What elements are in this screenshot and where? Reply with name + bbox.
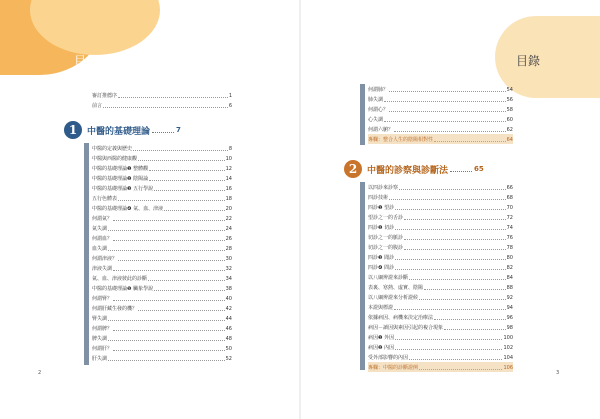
leader-dots bbox=[404, 218, 506, 220]
toc-entry[interactable] bbox=[368, 212, 513, 222]
leader-dots bbox=[154, 289, 225, 291]
chapter-title: 中醫的診察與診斷法 bbox=[367, 165, 449, 176]
toc-entry-title: 四診技術 bbox=[368, 195, 389, 201]
leader-dots bbox=[148, 279, 225, 281]
toc-entry-title: 切診之一的脈診 bbox=[368, 235, 404, 241]
toc-entry-page: 72 bbox=[506, 215, 513, 221]
leader-dots bbox=[113, 349, 225, 351]
toc-entry[interactable] bbox=[92, 223, 232, 233]
chapter-page-number: 65 bbox=[474, 165, 484, 173]
toc-entry[interactable] bbox=[368, 342, 513, 352]
leader-dots bbox=[444, 328, 506, 330]
toc-entry[interactable] bbox=[368, 332, 513, 342]
toc-entry[interactable] bbox=[368, 262, 513, 272]
toc-entry-title: 中醫的基礎理論❶ 整體觀 bbox=[92, 166, 149, 172]
toc-entry[interactable] bbox=[92, 90, 232, 100]
toc-entry-title: 津液失調 bbox=[92, 266, 113, 272]
toc-entry-page: 56 bbox=[506, 97, 513, 103]
toc-entry[interactable] bbox=[92, 323, 232, 333]
page-heading: 目錄 bbox=[74, 54, 99, 68]
toc-entry-page: 94 bbox=[506, 305, 513, 311]
toc-entry-title: 心失調 bbox=[368, 117, 384, 123]
leader-dots bbox=[395, 348, 502, 350]
toc-entry[interactable] bbox=[92, 243, 232, 253]
toc-entry[interactable] bbox=[92, 233, 232, 243]
leader-dots bbox=[138, 309, 225, 311]
sidebar-bar bbox=[84, 143, 89, 365]
toc-entry-page: 1 bbox=[228, 93, 232, 99]
toc-entry[interactable] bbox=[368, 292, 513, 302]
page-heading: 目錄 bbox=[516, 54, 541, 68]
toc-entry[interactable] bbox=[368, 352, 513, 362]
toc-entry-page: 44 bbox=[225, 316, 232, 322]
toc-entry-title: 氣失調 bbox=[92, 226, 108, 232]
leader-dots bbox=[419, 368, 502, 370]
leader-dots bbox=[409, 358, 502, 360]
toc-entry-title: 四診❶ 望診 bbox=[368, 205, 395, 211]
toc-entry[interactable] bbox=[368, 192, 513, 202]
toc-entry-title: 中醫的基礎理論❸ 五行學說 bbox=[92, 186, 154, 192]
chapter-heading[interactable] bbox=[344, 160, 484, 178]
toc-entry[interactable] bbox=[92, 303, 232, 313]
toc-entry[interactable] bbox=[368, 302, 513, 312]
toc-entry-page: 62 bbox=[506, 127, 513, 133]
toc-entry-title: 何謂氣？ bbox=[92, 216, 113, 222]
toc-entry-title: 以八綱辨證來診斷 bbox=[368, 275, 409, 281]
toc-entry[interactable] bbox=[368, 84, 513, 94]
toc-entry[interactable] bbox=[368, 104, 513, 114]
toc-entry-title: 肺失調 bbox=[368, 97, 384, 103]
leader-dots bbox=[389, 198, 506, 200]
toc-entry-title: 專欄：整合人生的陰陽相對性 bbox=[368, 137, 434, 143]
toc-entry[interactable] bbox=[92, 293, 232, 303]
toc-entry[interactable] bbox=[368, 282, 513, 292]
toc-entry-page: 24 bbox=[225, 226, 232, 232]
toc-entry[interactable] bbox=[368, 222, 513, 232]
toc-entry-page: 58 bbox=[506, 107, 513, 113]
leader-dots bbox=[113, 299, 225, 301]
toc-entry-page: 48 bbox=[225, 336, 232, 342]
leader-dots bbox=[108, 339, 225, 341]
leader-dots bbox=[108, 249, 225, 251]
toc-entry[interactable] bbox=[92, 173, 232, 183]
toc-entry[interactable] bbox=[368, 182, 513, 192]
toc-entry-title: 專欄：中醫的診斷證例 bbox=[368, 365, 419, 371]
toc-entry[interactable] bbox=[92, 313, 232, 323]
toc-entry-title: 表裏、寒熱、虛實、陰陽 bbox=[368, 285, 424, 291]
toc-entry[interactable] bbox=[368, 322, 513, 332]
leader-dots bbox=[399, 188, 506, 190]
leader-dots bbox=[404, 248, 506, 250]
toc-entry-page: 100 bbox=[503, 335, 513, 341]
toc-entry-page: 34 bbox=[225, 276, 232, 282]
toc-entry[interactable] bbox=[368, 202, 513, 212]
chapter-heading[interactable] bbox=[64, 121, 181, 139]
toc-entry[interactable] bbox=[92, 273, 232, 283]
toc-entry[interactable] bbox=[92, 153, 232, 163]
leader-dots bbox=[108, 359, 225, 361]
toc-entry[interactable] bbox=[368, 272, 513, 282]
toc-entry[interactable] bbox=[92, 253, 232, 263]
toc-entry-title: 以四診來診察 bbox=[368, 185, 399, 191]
toc-entry-page: 54 bbox=[506, 87, 513, 93]
chapter-title: 中醫的基礎理論 bbox=[87, 126, 151, 137]
chapter-1-continued-list bbox=[368, 84, 513, 144]
toc-entry-page: 96 bbox=[506, 315, 513, 321]
leader-dots bbox=[419, 298, 506, 300]
leader-dots bbox=[149, 179, 225, 181]
toc-entry-page: 70 bbox=[506, 205, 513, 211]
front-matter-list bbox=[92, 90, 232, 110]
toc-entry-page: 22 bbox=[225, 216, 232, 222]
toc-entry-page: 18 bbox=[225, 196, 232, 202]
toc-entry-page: 52 bbox=[225, 356, 232, 362]
toc-entry-page: 50 bbox=[225, 346, 232, 352]
leader-dots bbox=[389, 90, 506, 92]
toc-entry-page: 8 bbox=[228, 146, 232, 152]
toc-entry-title: 審訂推薦序 bbox=[92, 93, 118, 99]
chapter-page-number: 7 bbox=[176, 126, 181, 134]
toc-entry-page: 66 bbox=[506, 185, 513, 191]
sidebar-bar bbox=[360, 182, 365, 370]
chapter-number-circle: 2 bbox=[344, 160, 362, 178]
toc-entry-page: 60 bbox=[506, 117, 513, 123]
toc-entry-page: 26 bbox=[225, 236, 232, 242]
leader-dots bbox=[138, 159, 225, 161]
page-number: 3 bbox=[556, 370, 560, 376]
toc-entry-title: 以八綱辨證來分析證候 bbox=[368, 295, 419, 301]
leader-dots bbox=[152, 126, 174, 133]
toc-entry-page: 46 bbox=[225, 326, 232, 332]
toc-entry-title: 血失調 bbox=[92, 246, 108, 252]
toc-entry[interactable] bbox=[368, 114, 513, 124]
toc-entry-title: 望診之一的舌診 bbox=[368, 215, 404, 221]
leader-dots bbox=[394, 130, 506, 132]
toc-entry-page: 98 bbox=[506, 325, 513, 331]
toc-entry-title: 何謂腎？ bbox=[92, 296, 113, 302]
toc-entry-title: 切診之一的腹診 bbox=[368, 245, 404, 251]
toc-entry-page: 82 bbox=[506, 265, 513, 271]
leader-dots bbox=[149, 169, 225, 171]
toc-entry-title: 四診❸ 聞診 bbox=[368, 255, 395, 261]
toc-entry-page: 20 bbox=[225, 206, 232, 212]
toc-entry-page: 84 bbox=[506, 275, 513, 281]
toc-entry[interactable] bbox=[92, 100, 232, 110]
toc-entry-title: 中醫的定義與歷史 bbox=[92, 146, 133, 152]
toc-entry[interactable] bbox=[92, 203, 232, 213]
toc-entry-title: 何謂心？ bbox=[368, 107, 389, 113]
toc-entry[interactable] bbox=[92, 343, 232, 353]
leader-dots bbox=[103, 106, 228, 108]
toc-entry-title: 四診❹ 問診 bbox=[368, 265, 395, 271]
leader-dots bbox=[113, 329, 225, 331]
toc-entry[interactable] bbox=[92, 193, 232, 203]
toc-entry-title: 何謂六腑？ bbox=[368, 127, 394, 133]
toc-entry-title: 中醫的基礎理論❹ 氣、血、津液 bbox=[92, 206, 164, 212]
leader-dots bbox=[395, 228, 506, 230]
toc-entry-page: 16 bbox=[225, 186, 232, 192]
toc-entry-page: 88 bbox=[506, 285, 513, 291]
toc-entry-title: 何謂脾？ bbox=[92, 326, 113, 332]
leader-dots bbox=[113, 269, 225, 271]
leader-dots bbox=[394, 308, 506, 310]
toc-entry-page: 42 bbox=[225, 306, 232, 312]
toc-entry-page: 32 bbox=[225, 266, 232, 272]
toc-entry-page: 28 bbox=[225, 246, 232, 252]
leader-dots bbox=[395, 338, 502, 340]
toc-entry-page: 74 bbox=[506, 225, 513, 231]
toc-entry[interactable] bbox=[368, 232, 513, 242]
sidebar-bar bbox=[360, 84, 365, 145]
toc-entry-page: 14 bbox=[225, 176, 232, 182]
toc-entry[interactable] bbox=[368, 134, 513, 144]
toc-entry-page: 78 bbox=[506, 245, 513, 251]
toc-entry-title: 脾失調 bbox=[92, 336, 108, 342]
toc-entry[interactable] bbox=[92, 353, 232, 363]
leader-dots bbox=[108, 229, 225, 231]
toc-entry[interactable] bbox=[92, 263, 232, 273]
leader-dots bbox=[118, 259, 225, 261]
toc-entry-title: 何謂津液？ bbox=[92, 256, 118, 262]
leader-dots bbox=[113, 239, 225, 241]
leader-dots bbox=[434, 140, 506, 142]
toc-entry-title: 中醫與西醫的健康觀 bbox=[92, 156, 138, 162]
toc-entry-page: 106 bbox=[503, 365, 513, 371]
toc-entry-title: 前言 bbox=[92, 103, 103, 109]
toc-entry-title: 病因❶ 外因 bbox=[368, 335, 395, 341]
toc-entry-page: 12 bbox=[225, 166, 232, 172]
toc-entry-page: 40 bbox=[225, 296, 232, 302]
leader-dots bbox=[395, 268, 506, 270]
toc-entry-title: 四診❷ 切診 bbox=[368, 225, 395, 231]
toc-entry-page: 104 bbox=[503, 355, 513, 361]
toc-entry-page: 76 bbox=[506, 235, 513, 241]
leader-dots bbox=[118, 199, 225, 201]
toc-entry-page: 80 bbox=[506, 255, 513, 261]
leader-dots bbox=[434, 318, 506, 320]
right-page bbox=[300, 0, 600, 419]
toc-entry-title: 病因－讀因與素因引起的複合現象 bbox=[368, 325, 444, 331]
toc-entry-title: 何謂肝藏生發的機？ bbox=[92, 306, 138, 312]
toc-entry-title: 氣、血、津液彼此的診斷 bbox=[92, 276, 148, 282]
toc-entry-page: 30 bbox=[225, 256, 232, 262]
toc-entry[interactable] bbox=[92, 283, 232, 293]
toc-entry-title: 肝失調 bbox=[92, 356, 108, 362]
leader-dots bbox=[133, 149, 228, 151]
toc-entry-page: 6 bbox=[228, 103, 232, 109]
leader-dots bbox=[384, 120, 506, 122]
toc-entry-title: 何謂肝？ bbox=[92, 346, 113, 352]
leader-dots bbox=[118, 96, 228, 98]
toc-entry-page: 38 bbox=[225, 286, 232, 292]
leader-dots bbox=[164, 209, 225, 211]
chapter-2-list bbox=[368, 182, 513, 372]
toc-entry-title: 依據病因、病機來決定治療法 bbox=[368, 315, 434, 321]
leader-dots bbox=[113, 219, 225, 221]
toc-entry-title: 何謂肺？ bbox=[368, 87, 389, 93]
toc-entry[interactable] bbox=[368, 242, 513, 252]
toc-entry-title: 本證與標證 bbox=[368, 305, 394, 311]
toc-entry-page: 68 bbox=[506, 195, 513, 201]
toc-entry-title: 中醫的基礎理論❺ 臟象學說 bbox=[92, 286, 154, 292]
leader-dots bbox=[395, 258, 506, 260]
page-number: 2 bbox=[38, 370, 42, 376]
toc-entry[interactable] bbox=[92, 333, 232, 343]
toc-entry-page: 92 bbox=[506, 295, 513, 301]
leader-dots bbox=[409, 278, 506, 280]
toc-entry-title: 何謂血？ bbox=[92, 236, 113, 242]
toc-entry[interactable] bbox=[92, 213, 232, 223]
toc-entry[interactable] bbox=[368, 312, 513, 322]
toc-entry[interactable] bbox=[92, 163, 232, 173]
toc-entry[interactable] bbox=[92, 143, 232, 153]
toc-entry-title: 病因❷ 內因 bbox=[368, 345, 395, 351]
toc-entry-page: 10 bbox=[225, 156, 232, 162]
chapter-1-list bbox=[92, 143, 232, 363]
toc-entry-title: 五行色體表 bbox=[92, 196, 118, 202]
toc-entry-title: 腎失調 bbox=[92, 316, 108, 322]
leader-dots bbox=[424, 288, 506, 290]
leader-dots bbox=[384, 100, 506, 102]
toc-entry[interactable] bbox=[368, 124, 513, 134]
toc-entry-page: 64 bbox=[506, 137, 513, 143]
leader-dots bbox=[395, 208, 506, 210]
toc-entry[interactable] bbox=[368, 94, 513, 104]
leader-dots bbox=[108, 319, 225, 321]
toc-entry[interactable] bbox=[368, 252, 513, 262]
leader-dots bbox=[389, 110, 506, 112]
toc-entry-page: 102 bbox=[503, 345, 513, 351]
toc-entry-title: 受外部影響的內因 bbox=[368, 355, 409, 361]
leader-dots bbox=[450, 165, 472, 172]
leader-dots bbox=[154, 189, 225, 191]
chapter-number-circle: 1 bbox=[64, 121, 82, 139]
leader-dots bbox=[404, 238, 506, 240]
toc-entry[interactable] bbox=[368, 362, 513, 372]
toc-entry-title: 中醫的基礎理論❷ 陰陽論 bbox=[92, 176, 149, 182]
toc-entry[interactable] bbox=[92, 183, 232, 193]
